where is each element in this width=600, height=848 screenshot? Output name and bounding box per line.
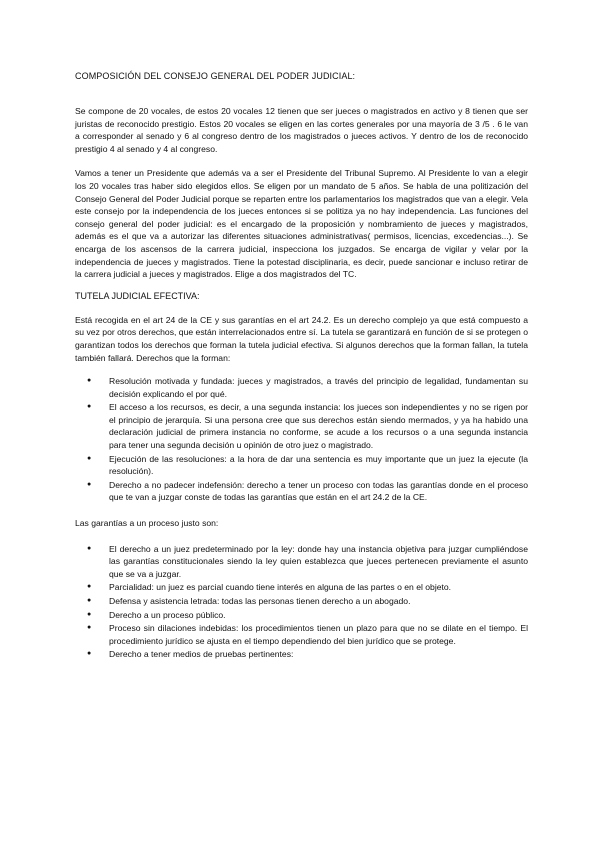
list-item: ● El derecho a un juez predeterminado por la ley: donde hay una instancia objetiva para juzgar cumpliéndose las garantías constitucionales siendo la ley quien establezca que jueces pertenecen previamente el asunto que se va a juzgar. <box>109 543 528 581</box>
list-item: ● Derecho a tener medios de pruebas pertinentes: <box>109 648 528 661</box>
rights-list <box>75 375 528 504</box>
list-item: ● Proceso sin dilaciones indebidas: los procedimientos tienen un plazo para que no se dilate en el tiempo. El procedimiento jurídico se ajusta en el tiempo dependiendo del bien jurídico que se protege. <box>109 622 528 647</box>
list-item: ● Resolución motivada y fundada: jueces y magistrados, a través del principio de legalidad, fundamentan su decisión explicando el por qué. <box>109 375 528 400</box>
list-item: ● Defensa y asistencia letrada: todas las personas tienen derecho a un abogado. <box>109 595 528 608</box>
list-item: ● Parcialidad: un juez es parcial cuando tiene interés en alguna de las partes o en el objeto. <box>109 581 528 594</box>
list-item: ● Ejecución de las resoluciones: a la hora de dar una sentencia es muy importante que un juez la ejecute (la resolución). <box>109 453 528 478</box>
section-title-consejo: COMPOSICIÓN DEL CONSEJO GENERAL DEL PODER JUDICIAL: <box>75 71 356 81</box>
paragraph-tutela: Está recogida en el art 24 de la CE y sus garantías en el art 24.2. Es un derecho complejo ya que está compuesto a su vez por otros derechos, que están interrelacionados entre sí. La tutela se garantizará en función de si se protegen o garantizan todos los derechos que forman la tutela judicial efectiva. Si algunos derechos que la forman fallan, la tutela también fallará. Derechos que la forman: <box>75 314 528 363</box>
section-title-tutela: TUTELA JUDICIAL EFECTIVA: <box>75 290 200 301</box>
paragraph-garantias: Las garantías a un proceso justo son: <box>75 518 219 529</box>
guarantees-list <box>75 543 528 661</box>
list-item: ● El acceso a los recursos, es decir, a una segunda instancia: los jueces son independientes y no se rigen por el principio de jerarquía. Si una persona cree que sus derechos están siendo mermados, y ya ha habido una declaración judicial de primera instancia no conforme, se acude a los recursos o a una segunda instancia para tener una segunda decisión u opinión de otro juez o magistrado. <box>109 401 528 451</box>
list-item: ● Derecho a no padecer indefensión: derecho a tener un proceso con todas las garantías donde en el proceso que te van a juzgar conste de todas las garantías que están en el art 24.2 de la CE. <box>109 479 528 504</box>
list-item: ● Derecho a un proceso público. <box>109 609 528 622</box>
paragraph-presidente: Vamos a tener un Presidente que además va a ser el Presidente del Tribunal Supremo. Al Presidente lo van a elegir los 20 vocales tras haber sido elegidos ellos. Se eligen por un mandato de 5 años. Se habla de una politización del Consejo General del Poder Judicial porque se reparten entre los parlamentarios los magistrados que van a elegir. Vela este consejo por la independencia de los jueces entonces si se politiza ya no hay independencia. Las funciones del consejo general del poder judicial: es el encargado de la proposición y nombramiento de jueces y magistrados, además es el que va a autorizar las diferentes situaciones administrativas( permisos, licencias, excedencias...). Se encarga de los ascensos de la carrera judicial, inspecciona los juzgados. Se encarga de vigilar y velar por la independencia de jueces y magistrados. Tiene la potestad disciplinaria, es decir, puede sancionar e incluso retirar de la carrera judicial a jueces y magistrados. Elige a dos magistrados del TC. <box>75 168 528 280</box>
paragraph-composicion: Se compone de 20 vocales, de estos 20 vocales 12 tienen que ser jueces o magistrados en activo y 8 tienen que ser juristas de reconocido prestigio. Estos 20 vocales se eligen en las cortes generales por una mayoría de 3 /5 . 6 le van a corresponder al senado y 6 al congreso dentro de los magistrados o jueces activos. Y dentro de los de reconocido prestigio 4 al senado y 4 al congreso. <box>75 106 528 154</box>
